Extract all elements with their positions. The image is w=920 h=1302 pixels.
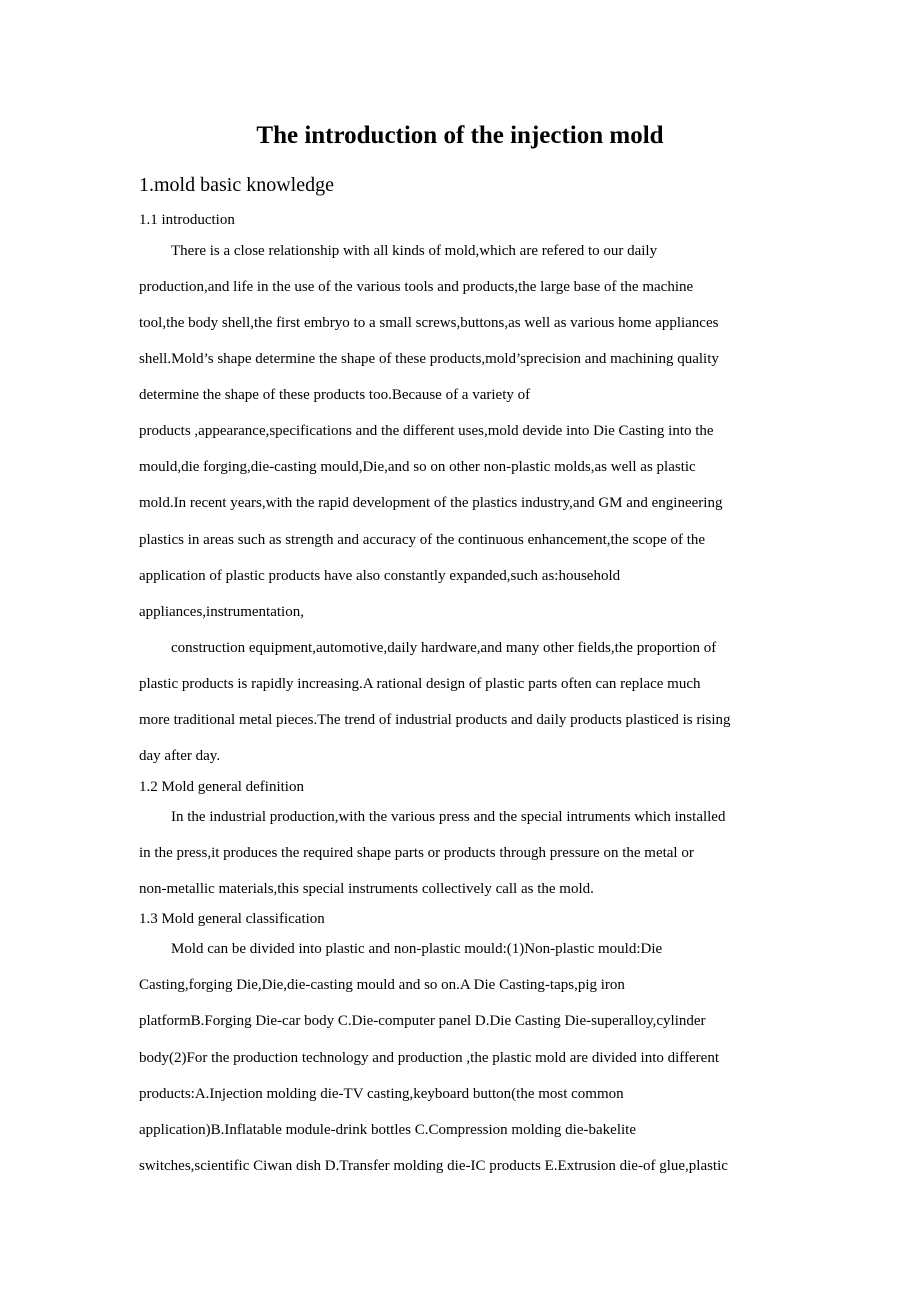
subsection-heading-1-2: 1.2 Mold general definition [139,779,304,795]
paragraph-line: shell.Mold’s shape determine the shape of these products,mold’sprecision and machining quality [139,351,719,367]
paragraph-line: plastic products is rapidly increasing.A rational design of plastic parts often can replace much [139,676,701,692]
paragraph-line: appliances,instrumentation, [139,604,304,620]
paragraph-line: production,and life in the use of the various tools and products,the large base of the machine [139,279,694,295]
paragraph-line: day after day. [139,748,221,764]
paragraph-line: application)B.Inflatable module-drink bottles C.Compression molding die-bakelite [139,1122,636,1138]
subsection-heading-1-1: 1.1 introduction [139,212,235,228]
paragraph-line: Mold can be divided into plastic and non-plastic mould:(1)Non-plastic mould:Die [171,941,663,957]
paragraph-line: more traditional metal pieces.The trend of industrial products and daily products plasticed is rising [139,712,731,728]
paragraph-line: products:A.Injection molding die-TV casting,keyboard button(the most common [139,1086,624,1102]
paragraph-line: Casting,forging Die,Die,die-casting mould and so on.A Die Casting-taps,pig iron [139,977,625,993]
subsection-heading-1-3: 1.3 Mold general classification [139,911,325,927]
paragraph-line: construction equipment,automotive,daily hardware,and many other fields,the proportion of [171,640,717,656]
paragraph-line: products ,appearance,specifications and the different uses,mold devide into Die Casting into the [139,423,714,439]
section-heading-1: 1.mold basic knowledge [139,174,334,196]
paragraph-line: application of plastic products have also constantly expanded,such as:household [139,568,621,584]
paragraph-line: platformB.Forging Die-car body C.Die-computer panel D.Die Casting Die-superalloy,cylinder [139,1013,706,1029]
paragraph-line: plastics in areas such as strength and accuracy of the continuous enhancement,the scope of the [139,532,706,548]
paragraph-line: tool,the body shell,the first embryo to a small screws,buttons,as well as various home appliances [139,315,719,331]
paragraph-line: switches,scientific Ciwan dish D.Transfer molding die-IC products E.Extrusion die-of glue,plastic [139,1158,728,1174]
document-title: The introduction of the injection mold [256,122,664,149]
paragraph-line: body(2)For the production technology and production ,the plastic mold are divided into different [139,1050,720,1066]
paragraph-line: There is a close relationship with all kinds of mold,which are refered to our daily [171,243,658,259]
paragraph-line: mould,die forging,die-casting mould,Die,and so on other non-plastic molds,as well as plastic [139,459,696,475]
paragraph-line: in the press,it produces the required shape parts or products through pressure on the metal or [139,845,694,861]
paragraph-line: mold.In recent years,with the rapid development of the plastics industry,and GM and engineering [139,495,723,511]
paragraph-line: non-metallic materials,this special instruments collectively call as the mold. [139,881,594,897]
paragraph-line: In the industrial production,with the various press and the special intruments which installed [171,809,726,825]
paragraph-line: determine the shape of these products too.Because of a variety of [139,387,531,403]
